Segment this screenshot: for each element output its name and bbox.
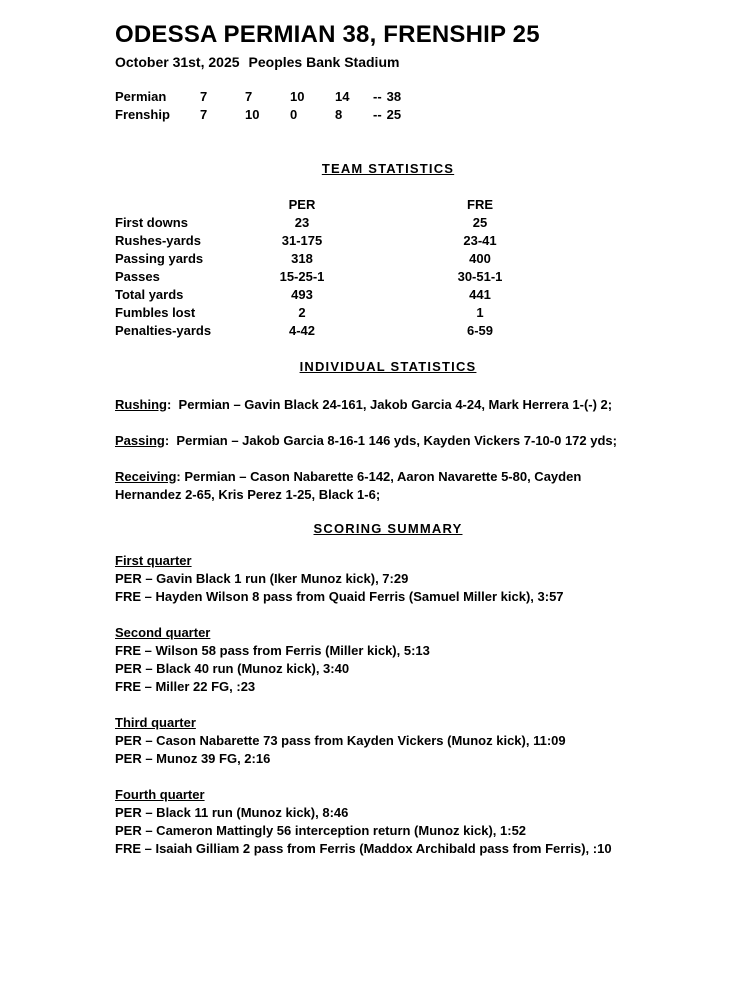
team-statistics-heading: TEAM STATISTICS bbox=[321, 161, 455, 176]
fourth-quarter-block bbox=[115, 786, 754, 858]
stat-label: Passes bbox=[115, 269, 160, 284]
total-score bbox=[373, 106, 754, 124]
stat-label: Passing yards bbox=[115, 251, 204, 266]
scoring-play: PER – Gavin Black 1 run (Iker Munoz kick), 7:29 bbox=[115, 571, 409, 586]
quarter-score-q3: 10 bbox=[290, 89, 305, 104]
stat-value-per: 318 bbox=[291, 251, 313, 266]
quarter-heading: First quarter bbox=[115, 553, 192, 568]
quarter-score-q1: 7 bbox=[200, 107, 208, 122]
line-score-row bbox=[115, 88, 754, 106]
stat-value-fre: 6-59 bbox=[466, 323, 494, 338]
stats-header-per: PER bbox=[288, 197, 316, 212]
stat-row bbox=[115, 286, 754, 304]
venue-name: Peoples Bank Stadium bbox=[248, 54, 400, 70]
stat-value-per: 31-175 bbox=[281, 233, 323, 248]
stats-header-row bbox=[115, 196, 754, 214]
quarter-score-q4: 14 bbox=[335, 89, 350, 104]
stat-label: Fumbles lost bbox=[115, 305, 196, 320]
team-statistics-table bbox=[115, 196, 754, 340]
individual-statistics-section-header bbox=[115, 358, 661, 376]
stat-label: Penalties-yards bbox=[115, 323, 212, 338]
stat-row bbox=[115, 250, 754, 268]
third-quarter-block bbox=[115, 714, 754, 768]
scoring-play: PER – Munoz 39 FG, 2:16 bbox=[115, 751, 271, 766]
game-date-venue bbox=[115, 53, 754, 71]
stat-row bbox=[115, 322, 754, 340]
receiving-stats-line bbox=[115, 468, 635, 504]
stat-value-fre: 400 bbox=[469, 251, 491, 266]
scoring-play: PER – Cason Nabarette 73 pass from Kayden Vickers (Munoz kick), 11:09 bbox=[115, 733, 566, 748]
stat-category-label: Rushing bbox=[115, 397, 167, 412]
stat-value-fre: 25 bbox=[472, 215, 488, 230]
stat-label: Rushes-yards bbox=[115, 233, 201, 248]
quarter-heading: Second quarter bbox=[115, 625, 211, 640]
stat-value-fre: 23-41 bbox=[463, 233, 497, 248]
total-value: 38 bbox=[386, 89, 402, 104]
stat-value-per: 23 bbox=[294, 215, 310, 230]
total-separator: -- bbox=[373, 89, 382, 104]
stat-row bbox=[115, 214, 754, 232]
total-score bbox=[373, 88, 754, 106]
quarter-score-q1: 7 bbox=[200, 89, 208, 104]
second-quarter-block bbox=[115, 624, 754, 696]
team-statistics-section-header bbox=[115, 160, 661, 178]
stat-label: Total yards bbox=[115, 287, 184, 302]
quarter-score-q3: 0 bbox=[290, 107, 298, 122]
stat-label: First downs bbox=[115, 215, 188, 230]
passing-stats-line bbox=[115, 432, 635, 450]
game-date: October 31st, 2025 bbox=[115, 54, 240, 70]
stat-row bbox=[115, 232, 754, 250]
total-value: 25 bbox=[386, 107, 402, 122]
first-quarter-block bbox=[115, 552, 754, 606]
line-score-row bbox=[115, 106, 754, 124]
stat-value-fre: 30-51-1 bbox=[457, 269, 503, 284]
page-title: ODESSA PERMIAN 38, FRENSHIP 25 bbox=[115, 21, 540, 48]
quarter-heading: Third quarter bbox=[115, 715, 196, 730]
scoring-play: PER – Black 11 run (Munoz kick), 8:46 bbox=[115, 805, 349, 820]
scoring-play: FRE – Wilson 58 pass from Ferris (Miller kick), 5:13 bbox=[115, 643, 430, 658]
team-name: Frenship bbox=[115, 107, 170, 122]
stats-header-fre: FRE bbox=[467, 197, 493, 212]
scoring-summary-heading: SCORING SUMMARY bbox=[313, 521, 463, 536]
scoring-play: FRE – Miller 22 FG, :23 bbox=[115, 679, 256, 694]
stat-value-fre: 1 bbox=[476, 305, 484, 320]
scoring-play: PER – Cameron Mattingly 56 interception return (Munoz kick), 1:52 bbox=[115, 823, 527, 838]
stat-category-label: Passing bbox=[115, 433, 165, 448]
stat-row bbox=[115, 304, 754, 322]
stat-value-per: 15-25-1 bbox=[279, 269, 325, 284]
quarter-score-q2: 7 bbox=[245, 89, 253, 104]
scoring-play: FRE – Isaiah Gilliam 2 pass from Ferris (Maddox Archibald pass from Ferris), :10 bbox=[115, 841, 612, 856]
quarter-score-q4: 8 bbox=[335, 107, 343, 122]
stat-value-per: 4-42 bbox=[288, 323, 316, 338]
total-separator: -- bbox=[373, 107, 382, 122]
scoring-play: PER – Black 40 run (Munoz kick), 3:40 bbox=[115, 661, 350, 676]
individual-statistics-heading: INDIVIDUAL STATISTICS bbox=[299, 359, 477, 374]
rushing-stats-line bbox=[115, 396, 635, 414]
stat-row bbox=[115, 268, 754, 286]
line-score bbox=[115, 88, 754, 124]
team-name: Permian bbox=[115, 89, 167, 104]
quarter-heading: Fourth quarter bbox=[115, 787, 205, 802]
stat-category-text: : Permian – Gavin Black 24-161, Jakob Garcia 4-24, Mark Herrera 1-(-) 2; bbox=[167, 397, 613, 412]
stat-value-per: 2 bbox=[298, 305, 306, 320]
stat-value-per: 493 bbox=[291, 287, 313, 302]
stat-category-text: : Permian – Cason Nabarette 6-142, Aaron Navarette 5-80, Cayden Hernandez 2-65, Kris Perez 1-25, Black 1-6; bbox=[115, 469, 585, 502]
scoring-play: FRE – Hayden Wilson 8 pass from Quaid Ferris (Samuel Miller kick), 3:57 bbox=[115, 589, 564, 604]
stat-value-fre: 441 bbox=[469, 287, 491, 302]
scoring-summary-section-header bbox=[115, 520, 661, 538]
stat-category-text: : Permian – Jakob Garcia 8-16-1 146 yds, Kayden Vickers 7-10-0 172 yds; bbox=[164, 433, 617, 448]
stat-category-label: Receiving bbox=[115, 469, 177, 484]
quarter-score-q2: 10 bbox=[245, 107, 260, 122]
